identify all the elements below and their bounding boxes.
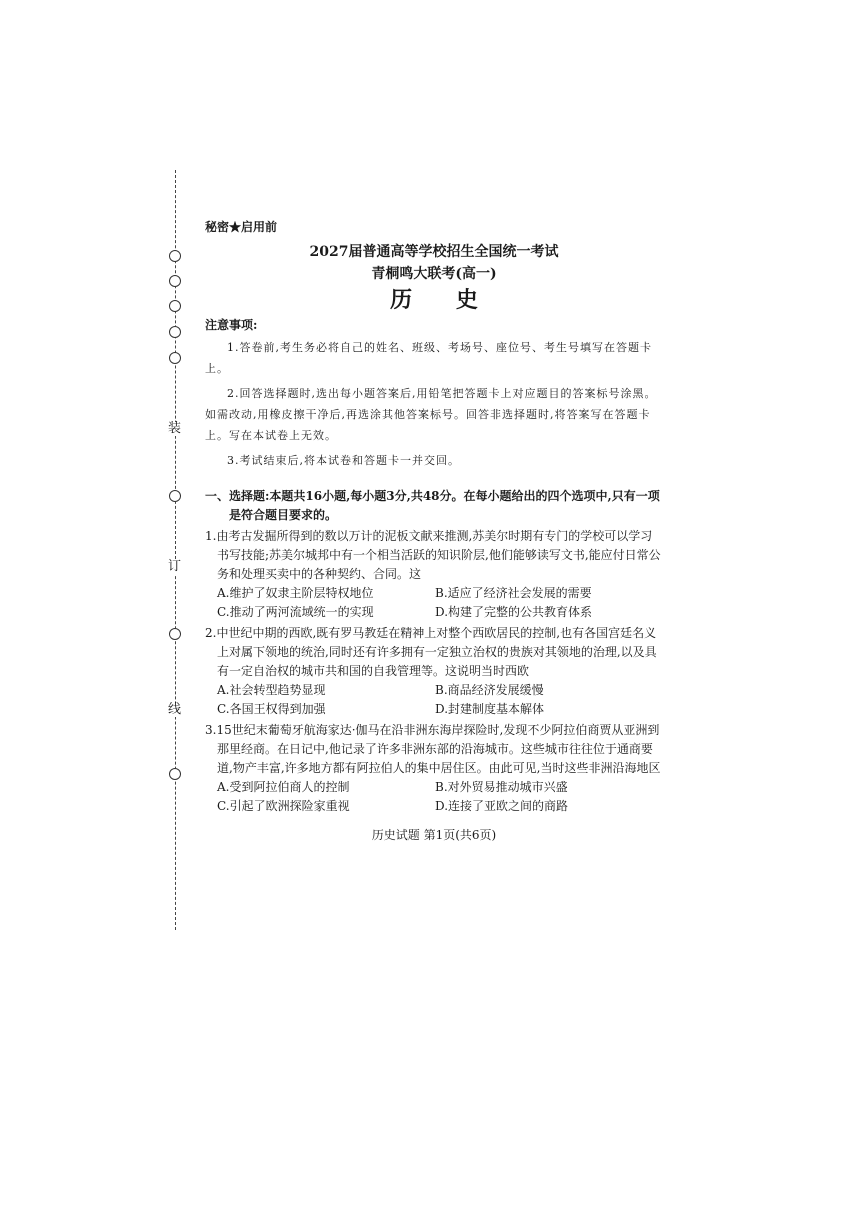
options <box>205 778 663 816</box>
subject-title: 历 史 <box>390 287 496 313</box>
binding-char-ding: 订 <box>168 559 182 574</box>
page-footer: 历史试题 第1页(共6页) <box>371 828 497 842</box>
secret-mark: 秘密★启用前 <box>205 220 278 234</box>
option-b: B.商品经济发展缓慢 <box>435 683 544 697</box>
binding-hole <box>169 768 181 780</box>
option-a: A.社会转型趋势显现 <box>217 683 326 697</box>
option-b: B.适应了经济社会发展的需要 <box>435 586 592 600</box>
exam-subtitle: 青桐鸣大联考(高一) <box>371 266 497 282</box>
binding-char-xian: 线 <box>168 702 182 717</box>
options <box>205 584 663 622</box>
exam-page <box>205 218 663 845</box>
option-d: D.封建制度基本解体 <box>435 702 545 716</box>
notice-section <box>205 316 663 471</box>
binding-hole <box>169 250 181 262</box>
binding-hole <box>169 275 181 287</box>
notice-item: 1.答卷前,考生务必将自己的姓名、班级、考场号、座位号、考生号填写在答题卡上。 <box>205 341 652 375</box>
question-1 <box>205 527 663 622</box>
notice-item: 2.回答选择题时,选出每小题答案后,用铅笔把答题卡上对应题目的答案标号涂黑。如需改动,用橡皮擦干净后,再选涂其他答案标号。回答非选择题时,将答案写在答题卡上。写在本试卷上无效。 <box>205 387 657 442</box>
binding-hole <box>169 326 181 338</box>
binding-char-zhuang: 装 <box>168 421 182 436</box>
question-3 <box>205 721 663 816</box>
option-a: A.维护了奴隶主阶层特权地位 <box>217 586 374 600</box>
option-b: B.对外贸易推动城市兴盛 <box>435 780 568 794</box>
question-stem: 1.由考古发掘所得到的数以万计的泥板文献来推测,苏美尔时期有专门的学校可以学习书写技能;苏美尔城邦中有一个相当活跃的知识阶层,他们能够读写文书,能应付日常公务和处理买卖中的各种契约、合同。这 <box>205 529 661 581</box>
option-a: A.受到阿拉伯商人的控制 <box>217 780 350 794</box>
exam-title: 2027届普通高等学校招生全国统一考试 <box>309 244 559 260</box>
question-2 <box>205 624 663 719</box>
question-stem: 2.中世纪中期的西欧,既有罗马教廷在精神上对整个西欧居民的控制,也有各国宫廷名义上对属下领地的统治,同时还有许多拥有一定独立治权的贵族对其领地的治理,以及具有一定自治权的城市共和国的自我管理等。这说明当时西欧 <box>205 626 657 678</box>
section-heading: 一、选择题:本题共16小题,每小题3分,共48分。在每小题给出的四个选项中,只有一项是符合题目要求的。 <box>205 489 660 522</box>
notice-item: 3.考试结束后,将本试卷和答题卡一并交回。 <box>227 454 460 467</box>
option-c: C.推动了两河流域统一的实现 <box>217 605 374 619</box>
option-c: C.引起了欧洲探险家重视 <box>217 799 350 813</box>
option-c: C.各国王权得到加强 <box>217 702 326 716</box>
option-d: D.构建了完整的公共教育体系 <box>435 605 593 619</box>
binding-hole <box>169 300 181 312</box>
binding-hole <box>169 628 181 640</box>
question-stem: 3.15世纪末葡萄牙航海家达·伽马在沿非洲东海岸探险时,发现不少阿拉伯商贾从亚洲到那里经商。在日记中,他记录了许多非洲东部的沿海城市。这些城市往往位于通商要道,物产丰富,许多地方都有阿拉伯人的集中居住区。由此可见,当时这些非洲沿海地区 <box>205 723 661 775</box>
option-d: D.连接了亚欧之间的商路 <box>435 799 569 813</box>
options <box>205 681 663 719</box>
notice-heading: 注意事项: <box>205 318 258 332</box>
binding-hole <box>169 352 181 364</box>
binding-hole <box>169 490 181 502</box>
